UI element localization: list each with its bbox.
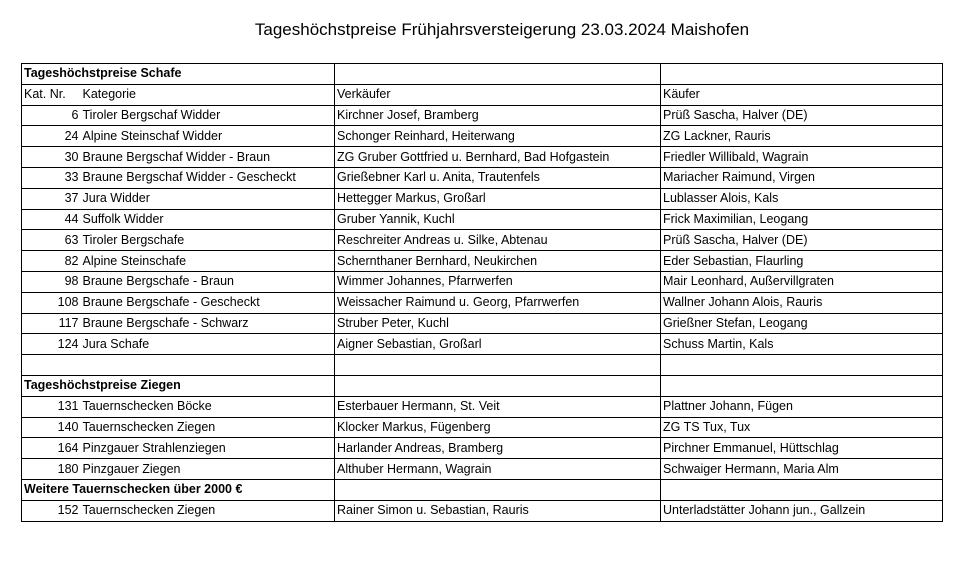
- kategorie-cell: Braune Bergschafe - Braun: [81, 271, 335, 292]
- section-heading: Tageshöchstpreise Ziegen: [22, 375, 335, 396]
- kat-nr-cell: 37: [22, 188, 81, 209]
- kat-nr-cell: 44: [22, 209, 81, 230]
- kaeufer-cell: Prüß Sascha, Halver (DE): [661, 230, 943, 251]
- verkaeufer-cell: Schonger Reinhard, Heiterwang: [335, 126, 661, 147]
- kategorie-cell: Braune Bergschafe - Gescheckt: [81, 292, 335, 313]
- kaeufer-cell: Grießner Stefan, Leogang: [661, 313, 943, 334]
- verkaeufer-cell: Grießebner Karl u. Anita, Trautenfels: [335, 167, 661, 188]
- kaeufer-cell: Schwaiger Hermann, Maria Alm: [661, 459, 943, 480]
- verkaeufer-cell: Wimmer Johannes, Pfarrwerfen: [335, 271, 661, 292]
- kat-nr-cell: 82: [22, 251, 81, 272]
- kat-nr-cell: 6: [22, 105, 81, 126]
- kaeufer-cell: Friedler Willibald, Wagrain: [661, 147, 943, 168]
- price-table-body: [22, 64, 943, 522]
- kat-nr-cell: 124: [22, 334, 81, 355]
- table-row: [22, 500, 943, 521]
- verkaeufer-cell: Kirchner Josef, Bramberg: [335, 105, 661, 126]
- kategorie-cell: Tiroler Bergschaf Widder: [81, 105, 335, 126]
- table-row: [22, 459, 943, 480]
- kategorie-cell: Tauernschecken Ziegen: [81, 417, 335, 438]
- section-heading: Tageshöchstpreise Schafe: [22, 64, 335, 85]
- verkaeufer-cell: Harlander Andreas, Bramberg: [335, 438, 661, 459]
- kategorie-cell: Braune Bergschaf Widder - Gescheckt: [81, 167, 335, 188]
- table-row: [22, 105, 943, 126]
- kat-nr-cell: 164: [22, 438, 81, 459]
- empty-cell: [661, 375, 943, 396]
- kaeufer-cell: Lublasser Alois, Kals: [661, 188, 943, 209]
- page-title: Tageshöchstpreise Frühjahrsversteigerung 23.03.2024 Maishofen: [254, 20, 750, 39]
- kaeufer-cell: Schuss Martin, Kals: [661, 334, 943, 355]
- section-heading: Weitere Tauernschecken über 2000 €: [22, 479, 335, 500]
- empty-cell: [22, 355, 335, 376]
- table-row: [22, 438, 943, 459]
- verkaeufer-cell: Reschreiter Andreas u. Silke, Abtenau: [335, 230, 661, 251]
- table-row: [22, 167, 943, 188]
- kaeufer-cell: Plattner Johann, Fügen: [661, 396, 943, 417]
- table-row: [22, 417, 943, 438]
- column-header-row: [22, 84, 943, 105]
- kategorie-cell: Braune Bergschaf Widder - Braun: [81, 147, 335, 168]
- section-heading-row: [22, 479, 943, 500]
- kaeufer-cell: Pirchner Emmanuel, Hüttschlag: [661, 438, 943, 459]
- kaeufer-cell: Mariacher Raimund, Virgen: [661, 167, 943, 188]
- kaeufer-cell: Wallner Johann Alois, Rauris: [661, 292, 943, 313]
- price-table: [21, 63, 943, 522]
- verkaeufer-cell: Hettegger Markus, Großarl: [335, 188, 661, 209]
- table-row: [22, 230, 943, 251]
- kategorie-cell: Alpine Steinschafe: [81, 251, 335, 272]
- empty-cell: [335, 355, 661, 376]
- verkaeufer-cell: Struber Peter, Kuchl: [335, 313, 661, 334]
- table-row: [22, 126, 943, 147]
- table-row: [22, 313, 943, 334]
- kategorie-cell: Tiroler Bergschafe: [81, 230, 335, 251]
- verkaeufer-cell: Klocker Markus, Fügenberg: [335, 417, 661, 438]
- kaeufer-cell: ZG Lackner, Rauris: [661, 126, 943, 147]
- kaeufer-cell: Eder Sebastian, Flaurling: [661, 251, 943, 272]
- kategorie-cell: Tauernschecken Ziegen: [81, 500, 335, 521]
- kat-nr-cell: 117: [22, 313, 81, 334]
- kaeufer-cell: Unterladstätter Johann jun., Gallzein: [661, 500, 943, 521]
- header-kategorie: Kategorie: [81, 84, 335, 105]
- table-row: [22, 147, 943, 168]
- verkaeufer-cell: Althuber Hermann, Wagrain: [335, 459, 661, 480]
- verkaeufer-cell: ZG Gruber Gottfried u. Bernhard, Bad Hofgastein: [335, 147, 661, 168]
- kategorie-cell: Pinzgauer Strahlenziegen: [81, 438, 335, 459]
- kat-nr-cell: 180: [22, 459, 81, 480]
- table-row: [22, 209, 943, 230]
- kat-nr-cell: 108: [22, 292, 81, 313]
- section-heading-row: [22, 64, 943, 85]
- kategorie-cell: Jura Schafe: [81, 334, 335, 355]
- empty-cell: [661, 64, 943, 85]
- header-kat-nr: Kat. Nr.: [22, 84, 81, 105]
- table-row: [22, 396, 943, 417]
- kat-nr-cell: 30: [22, 147, 81, 168]
- empty-cell: [661, 355, 943, 376]
- kategorie-cell: Pinzgauer Ziegen: [81, 459, 335, 480]
- verkaeufer-cell: Weissacher Raimund u. Georg, Pfarrwerfen: [335, 292, 661, 313]
- table-row: [22, 251, 943, 272]
- header-verkaeufer: Verkäufer: [335, 84, 661, 105]
- empty-cell: [661, 479, 943, 500]
- verkaeufer-cell: Rainer Simon u. Sebastian, Rauris: [335, 500, 661, 521]
- kat-nr-cell: 63: [22, 230, 81, 251]
- verkaeufer-cell: Schernthaner Bernhard, Neukirchen: [335, 251, 661, 272]
- table-row: [22, 334, 943, 355]
- verkaeufer-cell: Gruber Yannik, Kuchl: [335, 209, 661, 230]
- table-row: [22, 292, 943, 313]
- kat-nr-cell: 24: [22, 126, 81, 147]
- kategorie-cell: Alpine Steinschaf Widder: [81, 126, 335, 147]
- table-row: [22, 271, 943, 292]
- empty-cell: [335, 375, 661, 396]
- kaeufer-cell: Frick Maximilian, Leogang: [661, 209, 943, 230]
- kat-nr-cell: 33: [22, 167, 81, 188]
- verkaeufer-cell: Esterbauer Hermann, St. Veit: [335, 396, 661, 417]
- verkaeufer-cell: Aigner Sebastian, Großarl: [335, 334, 661, 355]
- blank-row: [22, 355, 943, 376]
- kat-nr-cell: 152: [22, 500, 81, 521]
- empty-cell: [335, 479, 661, 500]
- kategorie-cell: Jura Widder: [81, 188, 335, 209]
- table-row: [22, 188, 943, 209]
- kaeufer-cell: Prüß Sascha, Halver (DE): [661, 105, 943, 126]
- kaeufer-cell: ZG TS Tux, Tux: [661, 417, 943, 438]
- kat-nr-cell: 98: [22, 271, 81, 292]
- section-heading-row: [22, 375, 943, 396]
- kat-nr-cell: 131: [22, 396, 81, 417]
- kaeufer-cell: Mair Leonhard, Außervillgraten: [661, 271, 943, 292]
- kategorie-cell: Tauernschecken Böcke: [81, 396, 335, 417]
- kategorie-cell: Suffolk Widder: [81, 209, 335, 230]
- header-kaeufer: Käufer: [661, 84, 943, 105]
- kategorie-cell: Braune Bergschafe - Schwarz: [81, 313, 335, 334]
- kat-nr-cell: 140: [22, 417, 81, 438]
- empty-cell: [335, 64, 661, 85]
